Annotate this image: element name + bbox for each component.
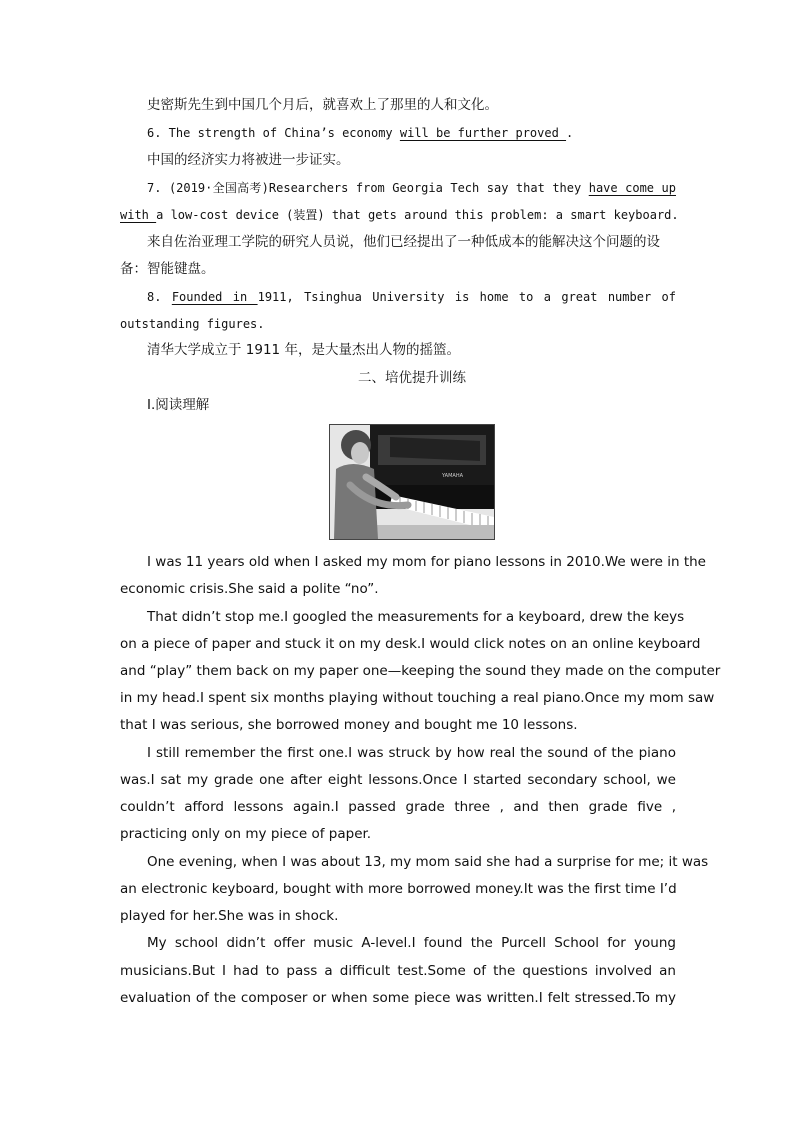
passage-p1-line-2: economic crisis.She said a polite “no”. <box>120 581 379 597</box>
translation-line-7b: 备：智能键盘。 <box>120 261 215 277</box>
passage-p3-line-1: I still remember the first one.I was struck by how real the sound of the piano <box>147 745 676 761</box>
question-8-line-1: 8. Founded in 1911, Tsinghua University is home to a great number of <box>147 290 676 304</box>
piano-photo <box>329 424 495 540</box>
subsection-heading: Ⅰ.阅读理解 <box>147 397 210 413</box>
passage-p4-line-1: One evening, when I was about 13, my mom said she had a surprise for me; it was <box>147 854 709 870</box>
passage-p2-line-3: and “play” them back on my paper one—keeping the sound they made on the computer <box>120 663 721 679</box>
passage-p2-line-5: that I was serious, she borrowed money and bought me 10 lessons. <box>120 717 578 733</box>
question-8-line-2: outstanding figures. <box>120 317 265 331</box>
passage-p3-line-2: was.I sat my grade one after eight lessons.Once I started secondary school, we <box>120 772 676 788</box>
question-6: 6. The strength of China’s economy will be further proved . <box>147 126 574 140</box>
answer-blank: will be further proved <box>399 126 567 140</box>
passage-p3-line-4: practicing only on my piece of paper. <box>120 826 372 842</box>
question-7-line-2: with a low-cost device (装置) that gets around this problem: a smart keyboard. <box>120 208 679 222</box>
passage-p1-line-1: I was 11 years old when I asked my mom for piano lessons in 2010.We were in the <box>147 554 706 570</box>
translation-line-6: 中国的经济实力将被进一步证实。 <box>147 152 350 168</box>
section-heading: 二、培优提升训练 <box>358 370 466 386</box>
passage-p4-line-3: played for her.She was in shock. <box>120 908 339 924</box>
passage-p5-line-3: evaluation of the composer or when some piece was written.I felt stressed.To my <box>120 990 676 1006</box>
passage-p5-line-2: musicians.But I had to pass a difficult test.Some of the questions involved an <box>120 963 676 979</box>
translation-line-5: 史密斯先生到中国几个月后，就喜欢上了那里的人和文化。 <box>147 97 498 113</box>
piano-brand-label: YAMAHA <box>442 473 464 479</box>
question-7-line-1: 7. (2019·全国高考)Researchers from Georgia Tech say that they have come up <box>147 181 676 195</box>
passage-p5-line-1: My school didn’t offer music A-level.I found the Purcell School for young <box>147 935 676 951</box>
translation-line-8: 清华大学成立于 1911 年，是大量杰出人物的摇篮。 <box>147 342 460 358</box>
passage-p3-line-3: couldn’t afford lessons again.I passed grade three , and then grade five , <box>120 799 676 815</box>
answer-blank: with <box>120 208 157 222</box>
answer-blank: Founded in <box>171 290 258 304</box>
answer-blank: have come up <box>588 181 676 195</box>
passage-p2-line-2: on a piece of paper and stuck it on my desk.I would click notes on an online keyboard <box>120 636 701 652</box>
boy-playing-piano-illustration <box>330 425 494 539</box>
passage-p4-line-2: an electronic keyboard, bought with more borrowed money.It was the first time I’d <box>120 881 677 897</box>
passage-p2-line-1: That didn’t stop me.I googled the measurements for a keyboard, drew the keys <box>147 609 685 625</box>
passage-p2-line-4: in my head.I spent six months playing without touching a real piano.Once my mom saw <box>120 690 715 706</box>
translation-line-7a: 来自佐治亚理工学院的研究人员说，他们已经提出了一种低成本的能解决这个问题的设 <box>147 234 660 250</box>
